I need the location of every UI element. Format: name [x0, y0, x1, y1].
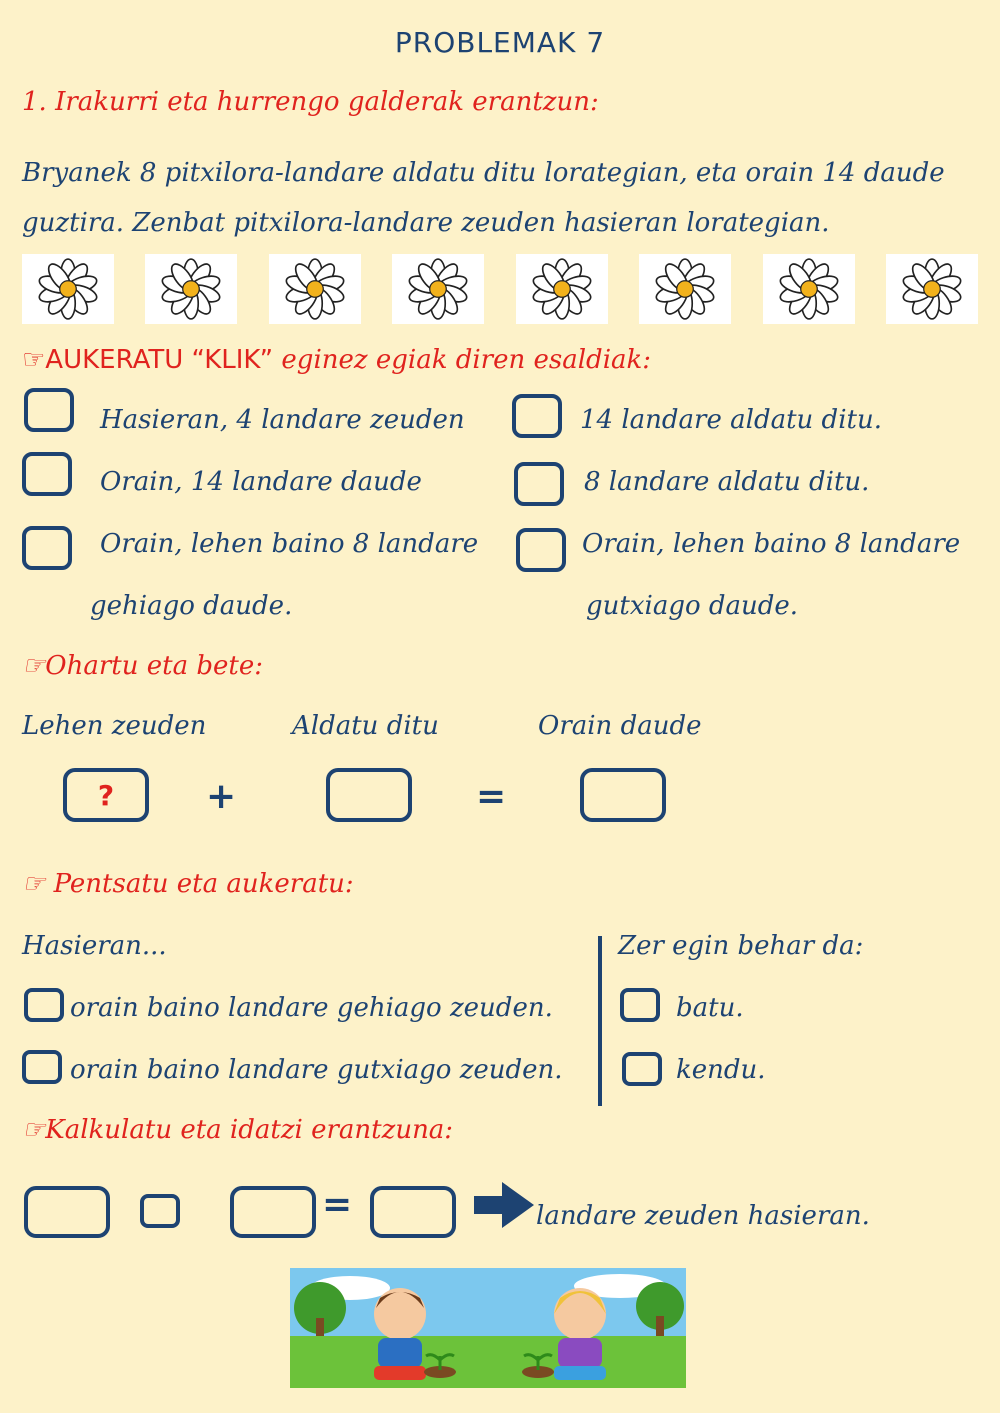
option-left-3-cont: gehiago daude. — [90, 591, 293, 621]
option-right-2: 8 landare aldatu ditu. — [584, 467, 870, 497]
option-more-before: orain baino landare gehiago zeuden. — [70, 993, 553, 1023]
calc-box-1[interactable] — [24, 1186, 110, 1238]
option-right-1: 14 landare aldatu ditu. — [580, 405, 882, 435]
option-add: batu. — [676, 993, 744, 1023]
checkbox-left-2[interactable] — [22, 452, 72, 496]
label-before: Lehen zeuden — [22, 711, 207, 741]
calc-equals-sign: = — [322, 1184, 353, 1225]
daisy-flower-icon — [763, 254, 855, 324]
daisy-flower-icon — [145, 254, 237, 324]
equals-sign: = — [476, 776, 507, 817]
think-right-title: Zer egin behar da: — [618, 931, 864, 961]
checkbox-right-1[interactable] — [512, 394, 562, 438]
flowers-row — [22, 254, 978, 324]
option-left-3: Orain, lehen baino 8 landare — [100, 529, 479, 559]
page-title: PROBLEMAK 7 — [394, 26, 606, 59]
answer-box-now[interactable] — [580, 768, 666, 822]
checkbox-right-2[interactable] — [514, 462, 564, 506]
vertical-divider — [598, 936, 602, 1106]
calc-result-text: landare zeuden hasieran. — [536, 1201, 870, 1231]
daisy-flower-icon — [269, 254, 361, 324]
choose-heading-rest: eginez egiak diren esaldiak: — [273, 345, 652, 375]
question-1-heading: 1. Irakurri eta hurrengo galderak erantzun: — [22, 87, 599, 117]
checkbox-left-1[interactable] — [24, 388, 74, 432]
checkbox-subtract[interactable] — [622, 1052, 662, 1086]
think-left-title: Hasieran... — [22, 931, 167, 961]
plus-sign: + — [206, 776, 237, 817]
calc-operator-box[interactable] — [140, 1194, 180, 1228]
calc-box-2[interactable] — [230, 1186, 316, 1238]
daisy-flower-icon — [886, 254, 978, 324]
checkbox-left-3[interactable] — [22, 526, 72, 570]
calc-box-result[interactable] — [370, 1186, 456, 1238]
daisy-flower-icon — [639, 254, 731, 324]
daisy-flower-icon — [22, 254, 114, 324]
option-right-3-cont: gutxiago daude. — [586, 591, 799, 621]
think-heading: ☞ Pentsatu eta aukeratu: — [22, 869, 354, 899]
checkbox-right-3[interactable] — [516, 528, 566, 572]
arrow-right-icon — [474, 1182, 534, 1232]
choose-heading-prefix: ☞AUKERATU “KLIK” — [22, 345, 274, 375]
checkbox-more-before[interactable] — [24, 988, 64, 1022]
children-planting-illustration — [290, 1268, 686, 1388]
option-less-before: orain baino landare gutxiago zeuden. — [70, 1055, 563, 1085]
calc-heading: ☞Kalkulatu eta idatzi erantzuna: — [22, 1115, 454, 1145]
question-mark: ? — [97, 778, 115, 812]
checkbox-add[interactable] — [620, 988, 660, 1022]
label-now: Orain daude — [538, 711, 702, 741]
daisy-flower-icon — [392, 254, 484, 324]
option-subtract: kendu. — [676, 1055, 766, 1085]
problem-text: Bryanek 8 pitxilora-landare aldatu ditu lorategian, eta orain 14 daude guztira. Zenbat pitxilora-landare zeuden hasieran lorategian. — [22, 158, 945, 238]
answer-box-changed[interactable] — [326, 768, 412, 822]
label-changed: Aldatu ditu — [292, 711, 439, 741]
option-left-2: Orain, 14 landare daude — [100, 467, 422, 497]
observe-heading: ☞Ohartu eta bete: — [22, 651, 263, 681]
checkbox-less-before[interactable] — [22, 1050, 62, 1084]
daisy-flower-icon — [516, 254, 608, 324]
choose-heading — [22, 344, 651, 376]
option-right-3: Orain, lehen baino 8 landare — [582, 529, 961, 559]
answer-box-before[interactable] — [63, 768, 149, 822]
option-left-1: Hasieran, 4 landare zeuden — [100, 405, 465, 435]
